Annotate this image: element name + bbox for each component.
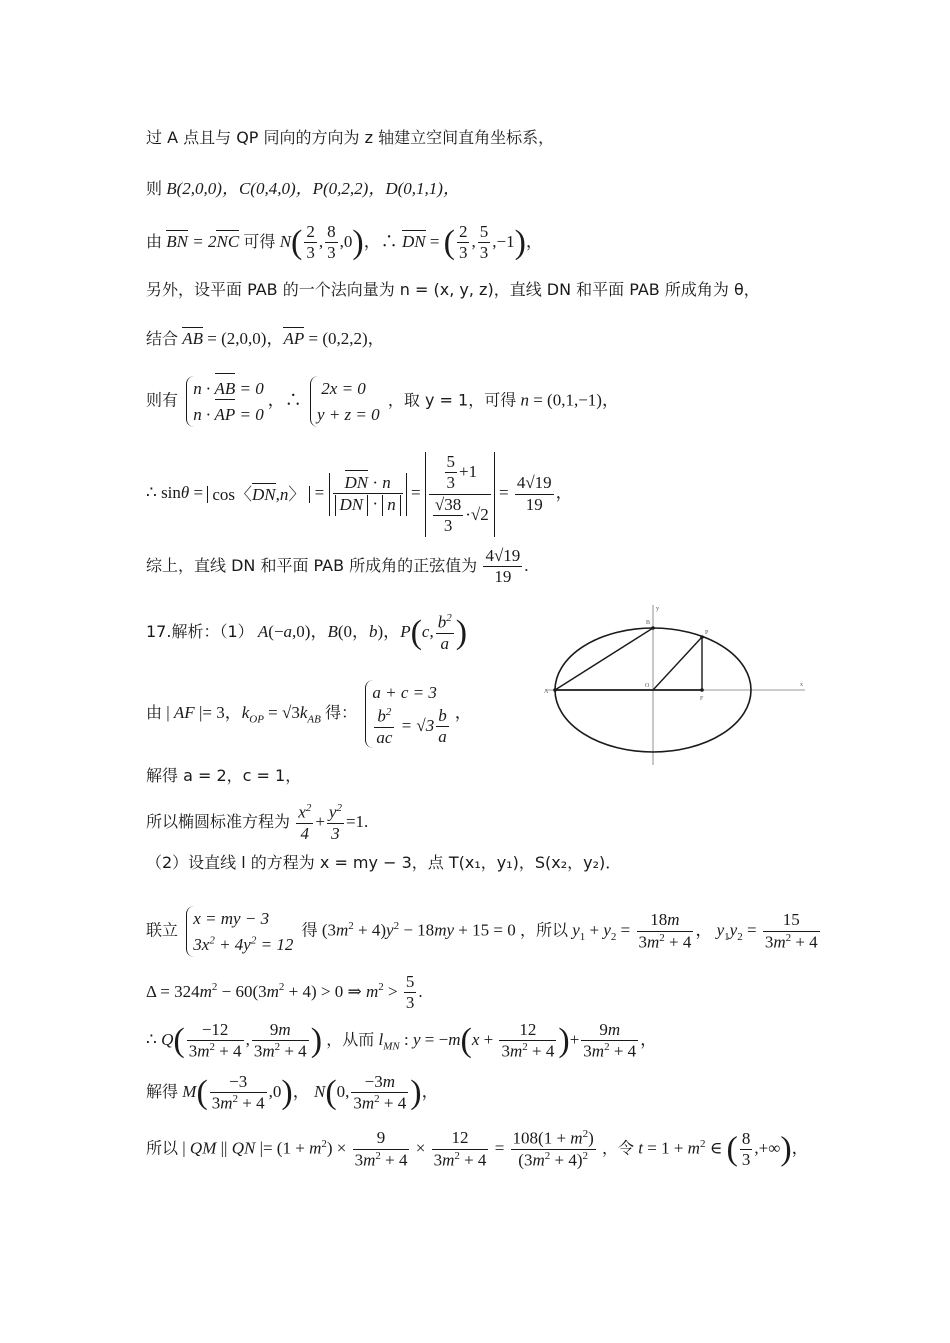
line-simultaneous: 联立 x = my − 3 $3x^2 + 4y^2 = 12$ 得 $(3m^2 + 4)y^2 - 18my + 15 = 0$ ，所以 $y_1 + y_2$ = $\frac{18m}{3m^2 + 4}$ ， $y_1y_2$ = $\frac{15}{3m^2 + 4}$ — [146, 906, 822, 957]
line-qm-qn: 所以 | QM || QN |= $(1 + m^2)$ × $\frac{9}{3m^2 + 4}$ × $\frac{12}{3m^2 + 4}$ = $\frac{108(1 + m^2)}{(3m^2 + 4)^2}$ ，令 $t = 1 + m^2$ ∈ ( $\frac{8}{3}$ ,+∞)， — [146, 1128, 809, 1170]
line-normal-vector — [146, 282, 760, 298]
line-coordinate-setup — [146, 130, 554, 146]
line-discriminant: $\Delta = 324m^2 - 60(3m^2 + 4) > 0$ ⇒ $m^2$ > $\frac{5}{3}$ . — [146, 972, 423, 1013]
text-get: 得： — [325, 702, 358, 722]
label-a: A — [544, 689, 549, 695]
text-normal-vector: 另外，设平面 PAB 的一个法向量为 n = (x, y, z)，直线 DN 和平面 PAB 所成角为 θ， — [146, 280, 760, 299]
label-b: B — [646, 620, 651, 626]
text-then-have: 则有 — [146, 390, 179, 410]
point-p — [700, 635, 704, 639]
text-simultaneous: 联立 — [146, 920, 179, 940]
point-a — [553, 688, 557, 692]
line-q: ∴ Q( $\frac{-12}{3m^2 + 4}$ , $\frac{9m}{3m^2 + 4}$ ) ，从而 $l_{MN}$ : y = −m(x + $\frac{12}{3m^2 + 4}$ )+ $\frac{9m}{3m^2 + 4}$ ， — [146, 1020, 658, 1062]
text-points: B(2,0,0)，C(0,4,0)，P(0,2,2)，D(0,1,1)， — [166, 179, 460, 198]
text-get2: 得 — [301, 920, 318, 940]
segment-op — [653, 637, 702, 690]
line-points — [146, 180, 460, 197]
line-vector-bn: 由 BN = 2NC 可得 N( $\frac{2}{3}$ , $\frac{8}{3}$ ,0)，∴ DN = ( $\frac{2}{3}$ , $\frac{5}{3}$ ,−1)， — [146, 222, 543, 263]
text-coordinate-setup: 过 A 点且与 QP 同向的方向为 z 轴建立空间直角坐标系， — [146, 128, 555, 147]
text-from2: 由 — [146, 702, 163, 722]
text-take-y: ，取 y = 1，可得 — [387, 390, 517, 410]
line-mn: 解得 M( $\frac{-3}{3m^2 + 4}$ ,0)， N(0, $\frac{-3m}{3m^2 + 4}$ )， — [146, 1072, 439, 1114]
text-solve-ac: 解得 a = 2，c = 1， — [146, 766, 302, 785]
line-af: 由 | AF |= 3，$k_{OP} = √3k_{AB}$ 得： a + c = 3 $\frac{b^2}{ac}$ = √3 $\frac{b}{a}$ ， — [146, 680, 472, 748]
text-17: 17.解析：（1） — [146, 622, 254, 642]
label-x: x — [800, 682, 803, 688]
line-solve-ac — [146, 768, 301, 784]
text-can-get: 可得 — [243, 231, 276, 251]
text-so: ，所以 — [519, 920, 568, 940]
ellipse-figure — [540, 600, 810, 770]
text-conclusion: 综上，直线 DN 和平面 PAB 所成角的正弦值为 — [146, 555, 478, 575]
point-b — [651, 626, 655, 630]
line-conclusion: 综上，直线 DN 和平面 PAB 所成角的正弦值为 $\frac{4√19}{19}$ . — [146, 546, 529, 587]
text-then: 则 — [146, 179, 163, 198]
text-thus: ，从而 — [326, 1030, 375, 1050]
text-solve-mn: 解得 — [146, 1082, 179, 1102]
text-let: ，令 — [601, 1138, 634, 1158]
text-so2: 所以 — [146, 1138, 179, 1158]
line-ellipse-eq: 所以椭圆标准方程为 $\frac{x^2}{4}$ + $\frac{y^2}{3}$ =1. — [146, 802, 369, 844]
segment-ab — [555, 628, 653, 690]
line-vectors-ab-ap: 结合 AB = (2,0,0)，AP = (0,2,2)， — [146, 329, 385, 348]
label-f: F — [700, 696, 704, 702]
label-y: y — [656, 606, 659, 612]
point-f — [700, 688, 704, 692]
text-from: 由 — [146, 231, 163, 251]
label-o: O — [645, 683, 650, 689]
line-17: 17.解析：（1） A(−a,0)，B(0，b)，P(c, $\frac{b^2}{a}$ ) — [146, 612, 468, 654]
text-combine: 结合 — [146, 329, 179, 348]
label-p: P — [705, 630, 709, 636]
line-sine: ∴ sinθ = cos〈DN,n〉 = $\frac{DN \cdot n}{DN \cdot n}$ = $\frac{5}{3}$ +1 $\frac{√38}{3}$ ·√2 = $\frac{4√19}{19}$ ， — [146, 452, 573, 536]
line-system: 则有 n · AB = 0 n · AP = 0 ，∴ 2x = 0 y + z = 0 ，取 y = 1，可得 n = (0,1,−1)， — [146, 376, 619, 427]
line-part2 — [146, 855, 621, 871]
text-ellipse-eq: 所以椭圆标准方程为 — [146, 812, 291, 832]
text-part2: （2）设直线 l 的方程为 x = my − 3，点 T(x₁，y₁)，S(x₂，y₂)． — [146, 853, 622, 872]
